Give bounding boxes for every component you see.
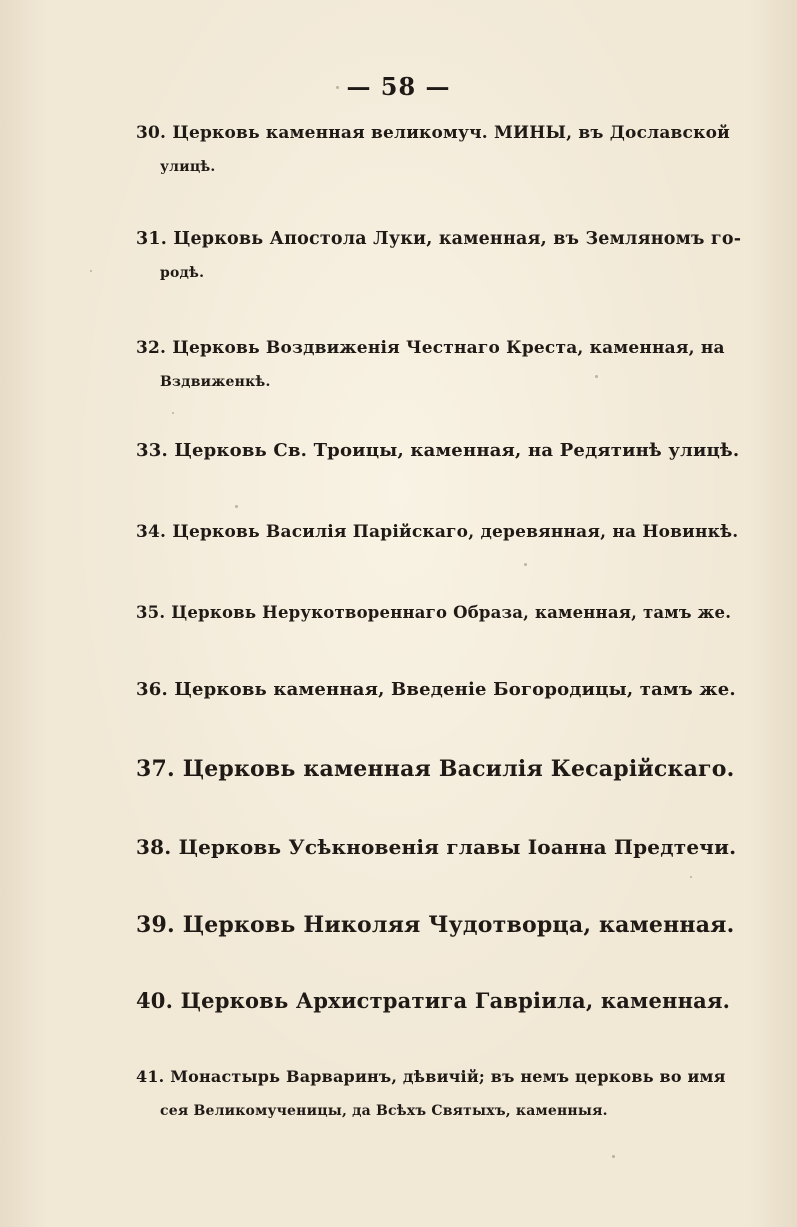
entry-text: Церковь каменная великомуч. МИНЫ, въ Дославской: [172, 123, 730, 143]
entry-text: Церковь каменная, Введеніе Богородицы, тамъ же.: [174, 679, 736, 700]
entry-38-line1: [136, 830, 741, 864]
entry-number: 37.: [136, 756, 175, 782]
entry-39: [136, 908, 741, 942]
entry-40: [136, 984, 741, 1018]
entry-38: [136, 830, 741, 864]
entry-number: 40.: [136, 988, 174, 1013]
entry-number: 41.: [136, 1067, 165, 1086]
entry-text: Монастырь Варваринъ, дѣвичій; въ немъ церковь во имя: [170, 1067, 726, 1086]
entry-35: [136, 596, 741, 630]
entry-33: [136, 434, 741, 468]
entry-text: Церковь Усѣкновенія главы Іоанна Предтечи.: [178, 835, 737, 859]
entry-text: Церковь Николяя Чудотворца, каменная.: [182, 912, 735, 938]
paper-speck: [612, 1155, 615, 1158]
entry-number: 38.: [136, 835, 172, 859]
paper-speck: [235, 505, 238, 508]
entry-number: 34.: [136, 522, 167, 542]
entry-32-line2: Вздвиженкѣ.: [160, 374, 271, 390]
entry-text: Церковь Нерукотвореннаго Образа, каменная, тамъ же.: [171, 603, 732, 622]
entry-30-line2: улицѣ.: [160, 159, 216, 175]
entry-41-line2: сея Великомученицы, да Всѣхъ Святыхъ, каменныя.: [160, 1103, 608, 1119]
page-number: — 58 —: [346, 72, 451, 101]
entry-30-line1: [136, 116, 741, 150]
entry-36-line1: [136, 673, 741, 707]
entry-text: Церковь каменная Василія Кесарійскаго.: [182, 756, 735, 782]
entry-34-line1: [136, 515, 741, 549]
entry-text: Церковь Св. Троицы, каменная, на Редятинѣ улицѣ.: [174, 440, 740, 461]
entry-34: [136, 515, 741, 549]
entry-30: [136, 116, 741, 184]
entry-number: 32.: [136, 338, 167, 358]
entry-31-line1: [136, 222, 741, 256]
paper-speck: [690, 876, 692, 878]
paper-speck: [172, 412, 174, 414]
entry-number: 36.: [136, 679, 168, 700]
paper-speck: [595, 375, 598, 378]
entry-number: 39.: [136, 912, 175, 938]
entry-32: [136, 331, 741, 399]
entry-37-line1: [136, 752, 741, 786]
entry-text: Церковь Апостола Луки, каменная, въ Земляномъ го-: [173, 229, 742, 249]
entry-number: 30.: [136, 123, 167, 143]
entry-32-line1: [136, 331, 741, 365]
entry-40-line1: [136, 984, 741, 1018]
entry-31: [136, 222, 741, 290]
entry-text: Церковь Архистратига Гавріила, каменная.: [180, 988, 731, 1013]
entry-37: [136, 752, 741, 786]
entry-35-line1: [136, 596, 741, 630]
entry-39-line1: [136, 908, 741, 942]
entry-31-line2: родѣ.: [160, 265, 205, 281]
entry-41: [136, 1060, 741, 1128]
entry-text: Церковь Воздвиженія Честнаго Креста, каменная, на: [172, 338, 725, 358]
entry-41-line1: [136, 1060, 741, 1094]
entry-number: 33.: [136, 440, 168, 461]
entry-text: Церковь Василія Парійскаго, деревянная, на Новинкѣ.: [172, 522, 739, 542]
paper-speck: [336, 86, 339, 89]
entry-36: [136, 673, 741, 707]
entry-number: 35.: [136, 603, 166, 622]
paper-speck: [524, 563, 527, 566]
entry-33-line1: [136, 434, 741, 468]
paper-speck: [90, 270, 92, 272]
entry-number: 31.: [136, 229, 168, 249]
